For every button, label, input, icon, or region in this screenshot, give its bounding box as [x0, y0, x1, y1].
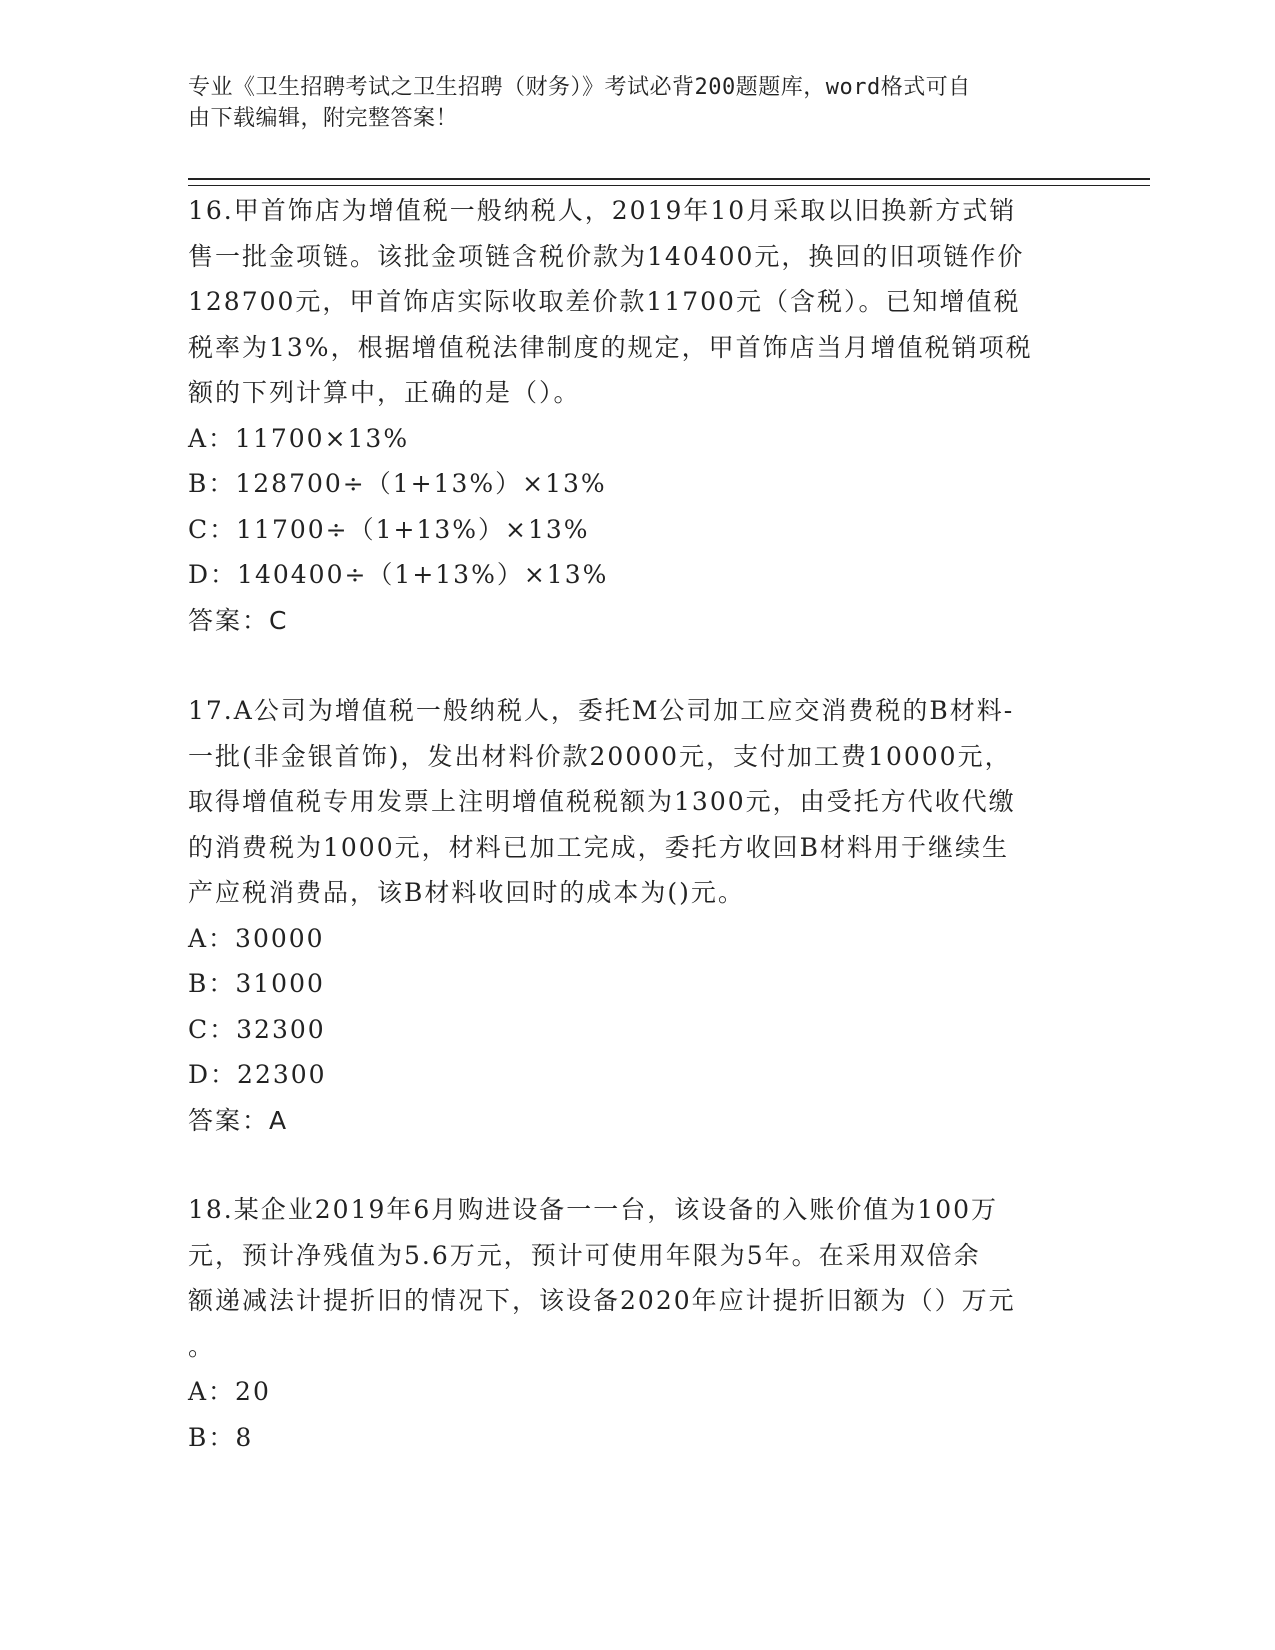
- option-c: C：11700÷（1+13%）×13%: [188, 514, 590, 544]
- option-d: D：140400÷（1+13%）×13%: [188, 560, 609, 589]
- stem-line: 产应税消费品，该B材料收回时的成本为()元。: [188, 878, 745, 907]
- question-stem: [188, 1187, 1088, 1369]
- question-18: [188, 1187, 1088, 1460]
- header-divider-thick: [188, 178, 1150, 180]
- option-b: B：8: [188, 1422, 254, 1452]
- question-16: [188, 188, 1088, 644]
- stem-line: 售一批金项链。该批金项链含税价款为140400元，换回的旧项链作价: [188, 241, 1025, 271]
- stem-line: 税率为13%，根据增值税法律制度的规定，甲首饰店当月增值税销项税: [188, 332, 1033, 362]
- stem-line: 一批(非金银首饰)，发出材料价款20000元，支付加工费10000元，: [188, 741, 1012, 771]
- option-c: C：32300: [188, 1014, 326, 1044]
- stem-line: 128700元，甲首饰店实际收取差价款11700元（含税）。已知增值税: [188, 287, 1021, 316]
- stem-line: 18.某企业2019年6月购进设备一一台，该设备的入账价值为100万: [188, 1195, 999, 1224]
- header-line-2: 由下载编辑，附完整答案！: [188, 106, 459, 131]
- question-stem: [188, 688, 1088, 916]
- stem-line: 。: [188, 1331, 216, 1361]
- option-b: B：31000: [188, 969, 325, 998]
- stem-line: 元，预计净残值为5.6万元，预计可使用年限为5年。在采用双倍余: [188, 1240, 981, 1270]
- answer-label: 答案：A: [188, 1105, 289, 1135]
- stem-line: 取得增值税专用发票上注明增值税税额为1300元，由受托方代收代缴: [188, 787, 1016, 816]
- answer-label: 答案：C: [188, 605, 289, 635]
- header-divider-thin: [188, 185, 1150, 186]
- option-a: A：20: [188, 1377, 271, 1406]
- stem-line: 17.A公司为增值税一般纳税人，委托M公司加工应交消费税的B材料-: [188, 696, 1015, 725]
- option-a: A：30000: [188, 923, 325, 953]
- stem-line: 额的下列计算中，正确的是（）。: [188, 378, 581, 407]
- question-17: [188, 688, 1088, 1144]
- option-a: A：11700×13%: [188, 423, 410, 453]
- document-header: [188, 72, 1068, 134]
- option-b: B：128700÷（1+13%）×13%: [188, 469, 607, 498]
- header-line-1: 专业《卫生招聘考试之卫生招聘（财务）》考试必背200题题库，word格式可自: [188, 75, 971, 100]
- stem-line: 额递减法计提折旧的情况下，该设备2020年应计提折旧额为（）万元: [188, 1286, 1016, 1315]
- question-stem: [188, 188, 1088, 416]
- stem-line: 的消费税为1000元，材料已加工完成，委托方收回B材料用于继续生: [188, 832, 1009, 862]
- stem-line: 16.甲首饰店为增值税一般纳税人，2019年10月采取以旧换新方式销: [188, 196, 1017, 225]
- option-d: D：22300: [188, 1060, 327, 1089]
